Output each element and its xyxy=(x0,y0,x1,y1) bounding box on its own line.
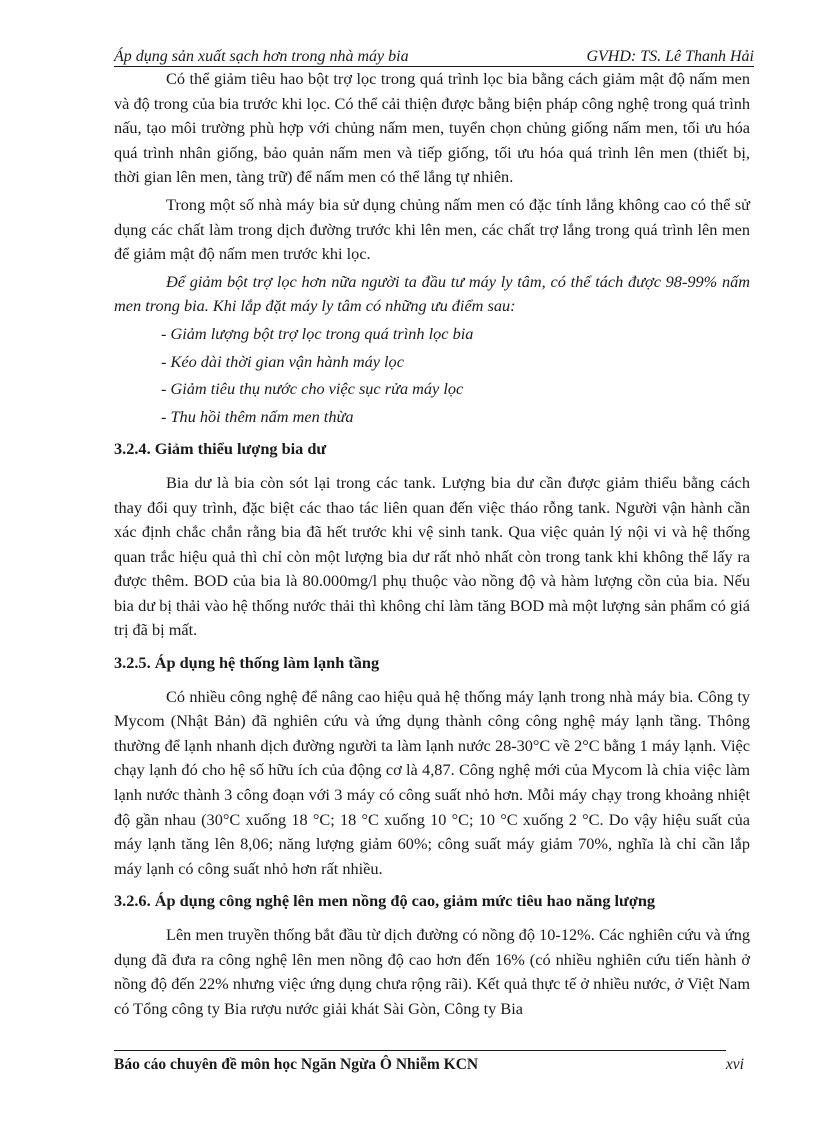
section-heading-3-2-4: 3.2.4. Giảm thiểu lượng bia dư xyxy=(114,439,327,459)
list-item: - Thu hồi thêm nấm men thừa xyxy=(161,406,354,426)
footer-report-title: Báo cáo chuyên đề môn học Ngăn Ngừa Ô Nhiễm KCN xyxy=(114,1056,479,1073)
section-heading-3-2-6: 3.2.6. Áp dụng công nghệ lên men nồng độ cao, giảm mức tiêu hao năng lượng xyxy=(114,891,656,911)
intro-paragraph-2: Trong một số nhà máy bia sử dụng chủng nấm men có đặc tính lắng không cao có thể sử dụng các chất làm trong dịch đường trước khi lên men, các chất trợ lắng trong quá trình lên men để giảm mật độ nấm men trước khi lọc. xyxy=(114,194,750,264)
page-header xyxy=(114,46,754,68)
footer-divider xyxy=(114,1050,726,1051)
benefits-list xyxy=(114,322,750,429)
section-3-2-5-paragraph: Có nhiều công nghệ để nâng cao hiệu quả hệ thống máy lạnh trong nhà máy bia. Công ty Mycom (Nhật Bản) đã nghiên cứu và ứng dụng thành công công nghệ máy lạnh tầng. Thông thường để lạnh nhanh dịch đường người ta làm lạnh nước 28-30°C về 2°C bằng 1 máy lạnh. Việc chạy lạnh đó cho hệ số hữu ích của động cơ là 4,87. Công nghệ mới của Mycom là chia việc làm lạnh nước thành 3 công đoạn với 3 máy có công suất nhỏ hơn. Mỗi máy chạy trong khoảng nhiệt độ gần nhau (30°C xuống 18 °C; 18 °C xuống 10 °C; 10 °C xuống 2 °C. Do vậy hiệu suất của máy lạnh tăng lên 8,06; năng lượng giảm 60%; công suất máy giảm 70%, nghĩa là chỉ cần lắp máy lạnh có công suất nhỏ hơn rất nhiều. xyxy=(114,686,750,878)
section-3-2-6-paragraph: Lên men truyền thống bắt đầu từ dịch đường có nồng độ 10-12%. Các nghiên cứu và ứng dụng đã đưa ra công nghệ lên men nồng độ cao hơn đến 16% (có nhiều nghiên cứu tiến hành ở nồng độ đến 22% nhưng việc ứng dụng chưa rộng rãi). Kết quả thực tế ở nhiều nước, ở Việt Nam có Tổng công ty Bia rượu nước giải khát Sài Gòn, Công ty Bia xyxy=(114,925,750,1018)
section-heading-3-2-5: 3.2.5. Áp dụng hệ thống làm lạnh tầng xyxy=(114,653,380,673)
intro-paragraph-1: Có thể giảm tiêu hao bột trợ lọc trong quá trình lọc bia bằng cách giảm mật độ nấm men và độ trong của bia trước khi lọc. Có thể cải thiện được bằng biện pháp công nghệ trong quá trình nấu, tạo môi trường phù hợp với chủng nấm men, tuyển chọn chủng giống nấm men, tối ưu hóa quá trình nhân giống, bảo quản nấm men và tiếp giống, tối ưu hóa quá trình lên men (thiết bị, thời gian lên men, tàng trữ) để nấm men có thể lắng tự nhiên. xyxy=(114,69,750,187)
list-item: - Giảm tiêu thụ nước cho việc sục rửa máy lọc xyxy=(161,379,464,399)
list-item: - Kéo dài thời gian vận hành máy lọc xyxy=(161,351,404,371)
header-supervisor: GVHD: TS. Lê Thanh Hải xyxy=(586,48,754,65)
intro-paragraph-3: Để giảm bột trợ lọc hơn nữa người ta đầu tư máy ly tâm, có thể tách được 98-99% nấm men trong bia. Khi lắp đặt máy ly tâm có những ưu điểm sau: xyxy=(114,271,750,316)
page-number: xvi xyxy=(725,1056,744,1073)
section-3-2-4-paragraph: Bia dư là bia còn sót lại trong các tank. Lượng bia dư cần được giảm thiểu bằng cách thay đổi quy trình, đặc biệt các thao tác liên quan đến việc tháo rỗng tank. Người vận hành cần xác định chắc chắn rằng bia đã hết trước khi vệ sinh tank. Qua việc quản lý nội vi và hệ thống quan trắc hiệu quả thì chỉ còn một lượng bia dư rất nhỏ nhất còn trong tank khi không thể lấy ra được thêm. BOD của bia là 80.000mg/l phụ thuộc vào nồng độ và hàm lượng cồn của bia. Nếu bia dư bị thải vào hệ thống nước thải thì không chỉ làm tăng BOD mà một lượng sản phẩm có giá trị đã bị mất. xyxy=(114,472,750,640)
header-document-title: Áp dụng sản xuất sạch hơn trong nhà máy bia xyxy=(114,48,409,65)
list-item: - Giảm lượng bột trợ lọc trong quá trình lọc bia xyxy=(161,323,474,343)
page-footer xyxy=(114,1050,754,1080)
page-body xyxy=(114,67,750,1024)
